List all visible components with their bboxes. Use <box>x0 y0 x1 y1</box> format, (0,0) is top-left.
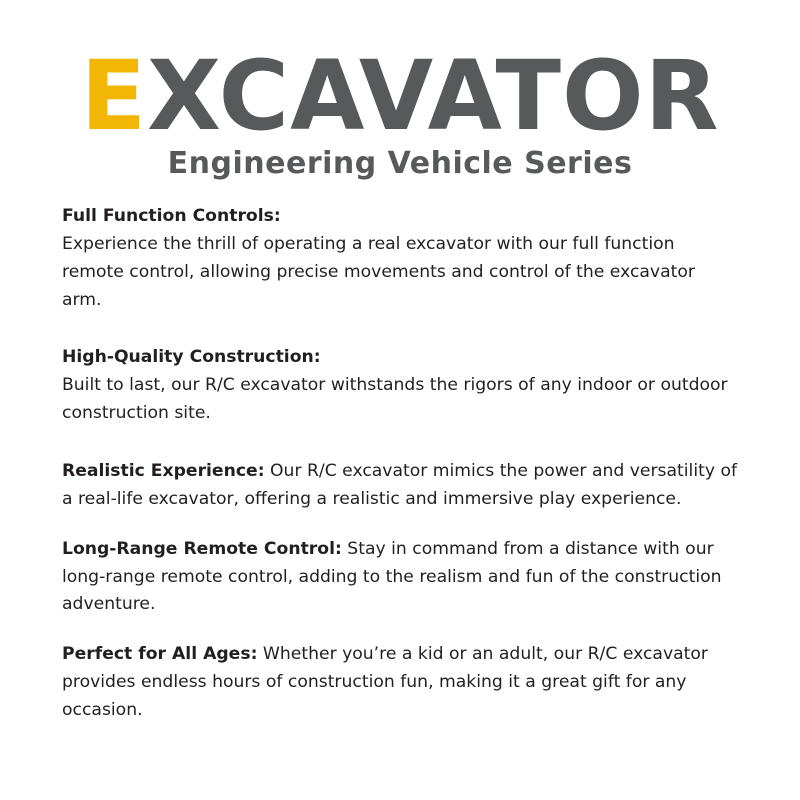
logo-rest: XCAVATOR <box>147 40 720 152</box>
feature-title: High-Quality Construction <box>62 347 314 368</box>
feature-body: Stay in command from a distance with our long-range remote control, adding to the realism and fun of the construction adventure. <box>62 538 722 615</box>
feature-title: Realistic Experience <box>62 461 258 482</box>
feature-list <box>0 203 800 725</box>
feature-body: Built to last, our R/C excavator withstands the rigors of any indoor or outdoor construction site. <box>62 375 728 424</box>
feature-item <box>62 536 738 620</box>
feature-paragraph <box>62 536 738 620</box>
feature-title: Perfect for All Ages <box>62 644 251 665</box>
feature-separator: : <box>257 461 265 482</box>
feature-separator: : <box>313 347 321 368</box>
feature-body: Our R/C excavator mimics the power and versatility of a real-life excavator, offering a realistic and immersive play experience. <box>62 461 738 509</box>
feature-paragraph <box>62 458 738 514</box>
feature-separator: : <box>334 538 342 559</box>
feature-paragraph <box>62 344 738 428</box>
feature-separator: : <box>273 206 281 226</box>
feature-item <box>62 641 738 725</box>
feature-paragraph <box>62 203 738 314</box>
logo-subtitle: Engineering Vehicle Series <box>167 146 633 181</box>
feature-title: Long-Range Remote Control <box>62 538 335 559</box>
feature-body: Whether you’re a kid or an adult, our R/C excavator provides endless hours of construction fun, making it a great gift for any occasion. <box>62 644 708 721</box>
feature-title: Full Function Controls <box>62 206 274 226</box>
feature-item <box>62 344 738 428</box>
logo-first-letter: E <box>80 40 148 152</box>
feature-paragraph <box>62 641 738 725</box>
feature-item <box>62 458 738 514</box>
feature-item <box>62 203 738 314</box>
feature-body: Experience the thrill of operating a real excavator with our full function remote control, allowing precise movements and control of the excavator arm. <box>62 233 695 310</box>
logo-wordmark <box>80 40 720 152</box>
feature-separator: : <box>250 644 258 665</box>
brand-logo <box>0 0 800 181</box>
